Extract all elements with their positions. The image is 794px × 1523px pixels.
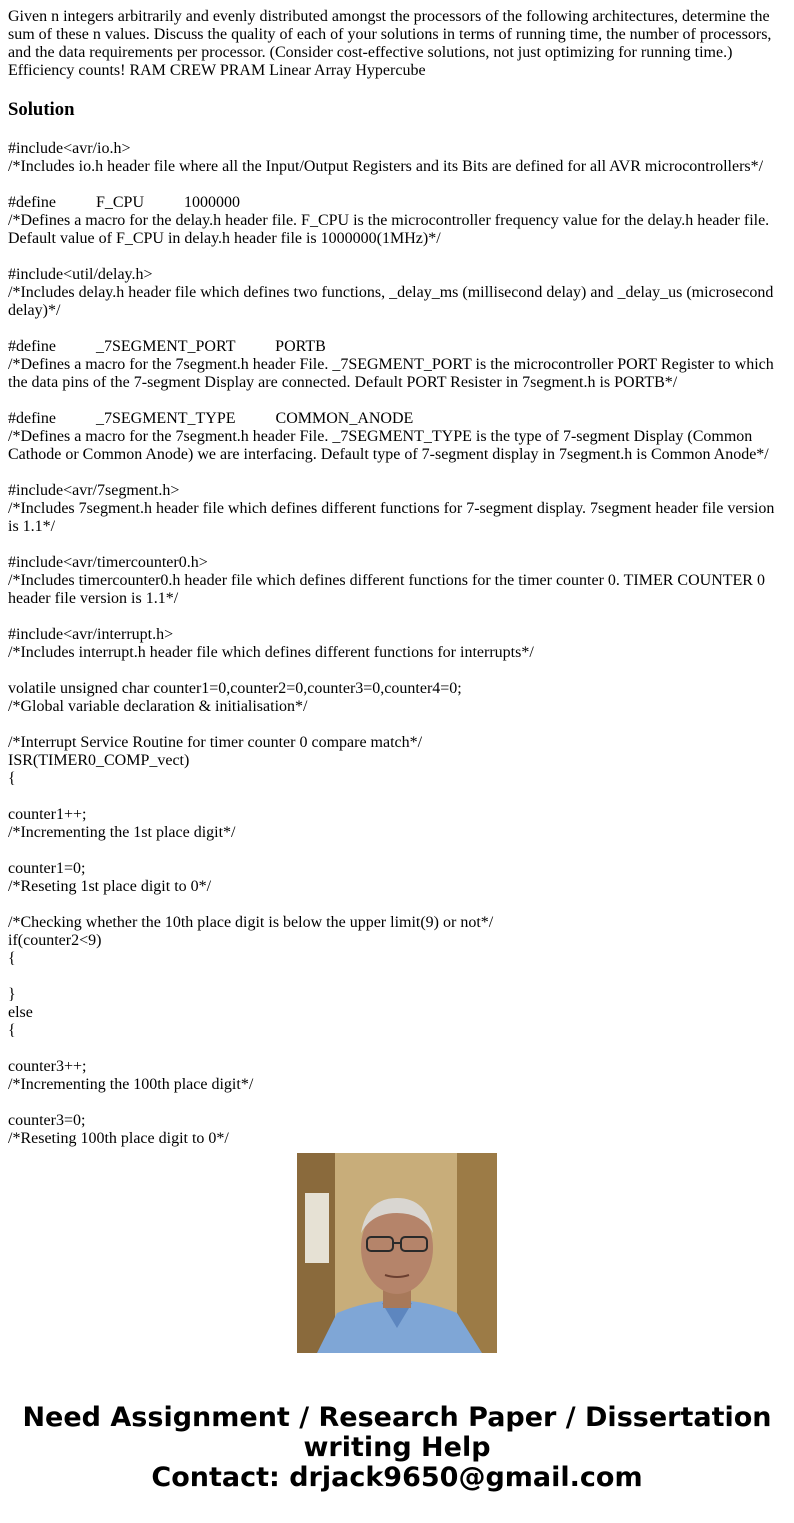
code-line: /*Includes io.h header file where all the Input/Output Registers and its Bits are defined for all AVR microcontrollers*/ bbox=[8, 158, 764, 175]
code-line: /*Includes 7segment.h header file which defines different functions for 7-segment display. 7segment header file version is 1.1*/ bbox=[8, 500, 779, 535]
question-text: Given n integers arbitrarily and evenly distributed amongst the processors of the following architectures, determine the sum of these n values. Discuss the quality of each of your solutions in terms of running time, the number of processors, and the data requirements per processor. (Consider cost-effective solutions, not just optimizing for running time.) Efficiency counts! RAM CREW PRAM Linear Array Hypercube bbox=[8, 8, 772, 79]
code-line: counter3=0; bbox=[8, 1112, 86, 1129]
solution-code bbox=[8, 140, 784, 1148]
code-block bbox=[8, 482, 784, 536]
code-line: /*Global variable declaration & initialisation*/ bbox=[8, 698, 308, 715]
code-block bbox=[8, 1058, 784, 1094]
code-block bbox=[8, 860, 784, 896]
code-line: { bbox=[8, 1022, 16, 1039]
code-line: /*Includes delay.h header file which defines two functions, _delay_ms (millisecond delay) and _delay_us (microsecond delay)*/ bbox=[8, 284, 778, 319]
code-line: { bbox=[8, 770, 16, 787]
code-line: { bbox=[8, 950, 16, 967]
promo-line-2: writing Help bbox=[303, 1432, 491, 1463]
code-line: /*Defines a macro for the delay.h header file. F_CPU is the microcontroller frequency value for the delay.h header file. Default value of F_CPU in delay.h header file is 1000000(1MHz)*/ bbox=[8, 212, 774, 247]
code-line: } bbox=[8, 986, 16, 1003]
code-line: volatile unsigned char counter1=0,counter2=0,counter3=0,counter4=0; bbox=[8, 680, 462, 697]
code-line: #include<avr/7segment.h> bbox=[8, 482, 180, 499]
code-line: #define F_CPU 1000000 bbox=[8, 194, 240, 211]
code-block bbox=[8, 626, 784, 662]
code-line: #include<avr/interrupt.h> bbox=[8, 626, 174, 643]
code-block bbox=[8, 410, 784, 464]
code-line: if(counter2<9) bbox=[8, 932, 102, 949]
code-line: #include<avr/io.h> bbox=[8, 140, 131, 157]
code-line: ISR(TIMER0_COMP_vect) bbox=[8, 752, 190, 769]
promo-text bbox=[0, 1403, 794, 1493]
code-line: /*Checking whether the 10th place digit is below the upper limit(9) or not*/ bbox=[8, 914, 494, 931]
code-line: /*Incrementing the 100th place digit*/ bbox=[8, 1076, 254, 1093]
code-block bbox=[8, 914, 784, 968]
code-line: /*Includes interrupt.h header file which defines different functions for interrupts*/ bbox=[8, 644, 534, 661]
code-line: #define _7SEGMENT_TYPE COMMON_ANODE bbox=[8, 410, 414, 427]
code-block bbox=[8, 554, 784, 608]
code-line: #include<avr/timercounter0.h> bbox=[8, 554, 208, 571]
code-line: #define _7SEGMENT_PORT PORTB bbox=[8, 338, 326, 355]
code-line: else bbox=[8, 1004, 33, 1021]
code-line: /*Includes timercounter0.h header file which defines different functions for the timer counter 0. TIMER COUNTER 0 header file version is 1.1*/ bbox=[8, 572, 769, 607]
code-block bbox=[8, 338, 784, 392]
code-block bbox=[8, 734, 784, 788]
code-line: counter3++; bbox=[8, 1058, 87, 1075]
code-line: /*Reseting 1st place digit to 0*/ bbox=[8, 878, 212, 895]
code-line: /*Incrementing the 1st place digit*/ bbox=[8, 824, 236, 841]
code-block bbox=[8, 680, 784, 716]
code-line: counter1=0; bbox=[8, 860, 86, 877]
author-avatar bbox=[297, 1153, 497, 1353]
solution-heading: Solution bbox=[8, 99, 75, 120]
code-block bbox=[8, 986, 784, 1040]
document-content bbox=[8, 8, 784, 1147]
code-block bbox=[8, 194, 784, 248]
code-block bbox=[8, 140, 784, 176]
code-line: #include<util/delay.h> bbox=[8, 266, 153, 283]
code-block bbox=[8, 266, 784, 320]
code-line: /*Defines a macro for the 7segment.h header File. _7SEGMENT_TYPE is the type of 7-segment Display (Common Cathode or Common Anode) we are interfacing. Default type of 7-segment display in 7segment.h is Common Anode*/ bbox=[8, 428, 769, 463]
code-line: counter1++; bbox=[8, 806, 87, 823]
code-line: /*Reseting 100th place digit to 0*/ bbox=[8, 1130, 229, 1147]
promo-line-3: Contact: drjack9650@gmail.com bbox=[151, 1462, 643, 1493]
promo-line-1: Need Assignment / Research Paper / Dissertation bbox=[22, 1402, 772, 1433]
code-line: /*Interrupt Service Routine for timer counter 0 compare match*/ bbox=[8, 734, 423, 751]
code-line: /*Defines a macro for the 7segment.h header File. _7SEGMENT_PORT is the microcontroller PORT Register to which the data pins of the 7-segment Display are connected. Default PORT Resister in 7segment.h is PORTB*/ bbox=[8, 356, 778, 391]
code-block bbox=[8, 806, 784, 842]
author-photo-icon bbox=[297, 1153, 497, 1353]
footer-section bbox=[0, 1123, 794, 1523]
